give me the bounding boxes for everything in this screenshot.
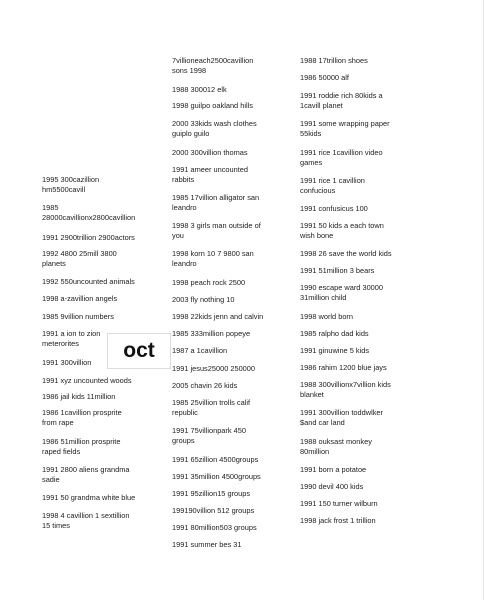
list-item: 1991 jesus25000 250000: [172, 364, 256, 373]
list-item: 1991 50 grandma white blue: [42, 493, 136, 502]
list-item: 1991 300villion toddwlker $and car land: [300, 408, 383, 427]
list-item: 1985 25villion trolls calif republic: [172, 398, 251, 417]
list-item: 1991 born a potatoe: [300, 465, 367, 474]
list-item: 1988 17trillion shoes: [300, 56, 368, 65]
list-item: 1998 jack frost 1 trillion: [300, 516, 376, 525]
list-item: 1988 300012 elk: [172, 85, 227, 94]
list-item: 1988 ouksast monkey 80million: [300, 437, 372, 456]
list-item: 1991 some wrapping paper 55kids: [300, 119, 390, 138]
list-item: 1998 26 save the world kids: [300, 249, 392, 258]
list-item: 1986 rahim 1200 blue jays: [300, 363, 387, 372]
list-item: 1991 50 kids a each town wish bone: [300, 221, 384, 240]
list-item: 1986 jail kids 11million: [42, 392, 116, 401]
list-item: 1998 peach rock 2500: [172, 278, 246, 287]
list-item: 1991 80million503 groups: [172, 523, 257, 532]
list-item: 1992 4800 25mill 3800 planets: [42, 249, 117, 268]
list-item: 1991 summer bes 31: [172, 540, 242, 549]
list-item: 1991 ginuwine 5 kids: [300, 346, 370, 355]
list-item: 1990 devil 400 kids: [300, 482, 364, 491]
list-item: 1991 rice 1cavillion video games: [300, 148, 383, 167]
list-item: 1986 50000 alf: [300, 73, 349, 82]
list-item: 1992 550uncounted animals: [42, 277, 135, 286]
list-item: 1991 confusicus 100: [300, 204, 368, 213]
list-item: 1991 75villionpark 450 groups: [172, 426, 246, 445]
list-item: 1998 korn 10 7 9800 san leandro: [172, 249, 254, 268]
list-item: 1991 ameer uncounted rabbits: [172, 165, 249, 184]
list-item: 1985 9villion numbers: [42, 312, 114, 321]
list-item: 1998 a-zavillion angels: [42, 294, 118, 303]
list-item: 1991 150 turner wilburn: [300, 499, 378, 508]
list-item: 1991 rice 1 cavillion confucious: [300, 176, 365, 195]
list-item: 1995 300cazillion hm5500cavill: [42, 175, 100, 194]
list-item: 1991 95zillion15 groups: [172, 489, 251, 498]
list-item: 1991 2900trillion 2900actors: [42, 233, 135, 242]
list-item: 1991 35million 4500groups: [172, 472, 261, 481]
list-item: 7villioneach2500cavillion sons 1998: [172, 56, 254, 75]
list-item: 1991 roddie rich 80kids a 1cavill planet: [300, 91, 383, 110]
list-item: 2000 300villion thomas: [172, 148, 248, 157]
list-item: 1986 51million prosprite raped fields: [42, 437, 121, 456]
list-item: 1998 3 girls man outside of you: [172, 221, 261, 240]
list-item: 1986 1cavillion prosprite from rape: [42, 408, 122, 427]
list-item: 1991 2800 aliens grandma sadie: [42, 465, 130, 484]
list-item: 1990 escape ward 30000 31million child: [300, 283, 384, 302]
list-item: 1998 world born: [300, 312, 354, 321]
list-item: 1998 22kids jenn and calvin: [172, 312, 264, 321]
list-item: 2005 chavin 26 kids: [172, 381, 238, 390]
list-item: 1991 300villion: [42, 358, 92, 367]
list-item: 1985 17villion alligator san leandro: [172, 193, 260, 212]
list-item: 1991 a ion to zion meterorites: [42, 329, 101, 348]
list-item: 1985 ralpho dad kids: [300, 329, 369, 338]
list-item: 2000 33kids wash clothes guiplo guilo: [172, 119, 257, 138]
list-item: 1991 65zillion 4500groups: [172, 455, 259, 464]
list-item: 1991 51million 3 bears: [300, 266, 375, 275]
list-item: 1987 a 1cavillion: [172, 346, 228, 355]
list-item: 1988 300villionx7villion kids blanket: [300, 380, 391, 399]
list-item: 1998 4 cavillion 1 sextillion 15 times: [42, 511, 130, 530]
list-item: 2003 fly nothing 10: [172, 295, 235, 304]
list-item: 1985 333million popeye: [172, 329, 251, 338]
list-item: 1991 xyz uncounted woods: [42, 376, 132, 385]
month-label: oct: [107, 333, 171, 369]
list-item: 199190villion 512 groups: [172, 506, 255, 515]
list-item: 1998 guilpo oakland hills: [172, 101, 253, 110]
list-item: 1985 28000cavillionx2800cavillion: [42, 203, 136, 222]
